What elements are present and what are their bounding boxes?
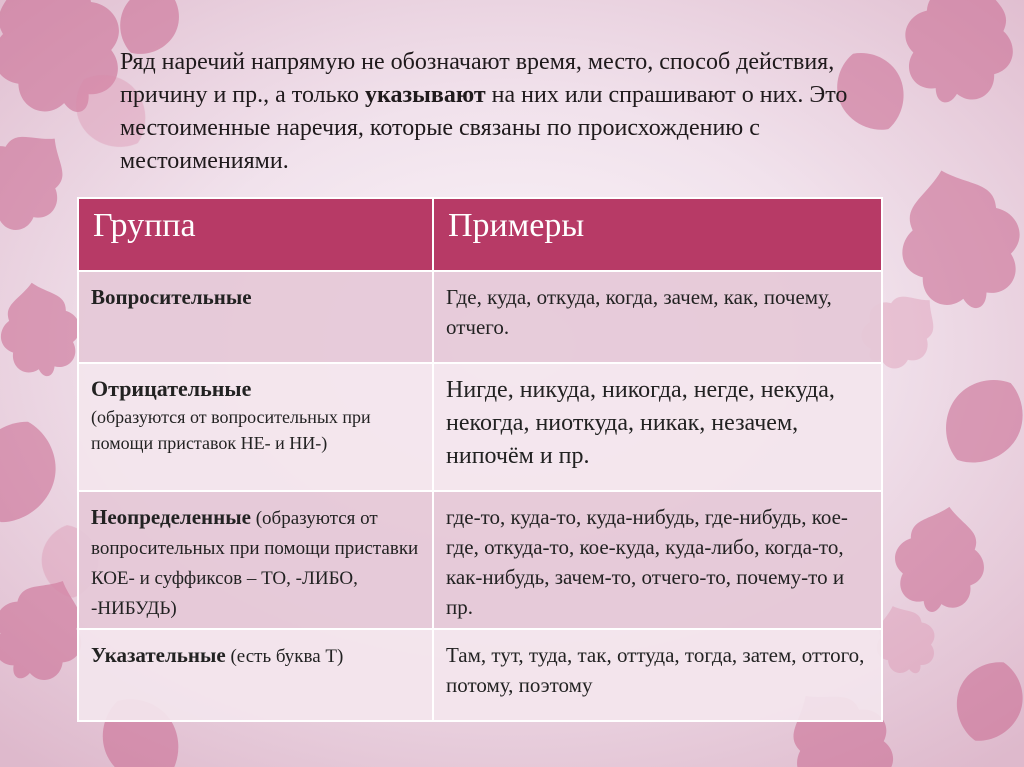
group-cell [78,363,433,491]
intro-text-2: на них или спрашивают о них. Это местоименные наречия, которые связаны по происхождению с местоимениями. [120,82,848,174]
intro-text-1: Ряд наречий напрямую не обозначают время, место, способ действия, причину и пр., а только [120,49,835,108]
table-header-row [78,198,882,271]
group-name: Неопределенные [91,505,251,529]
table-row-demonstrative [78,629,882,721]
group-note: (есть буква Т) [225,646,344,667]
examples-text: Там, тут, туда, так, оттуда, тогда, затем, оттого, потому, поэтому [446,643,865,697]
group-cell [78,271,433,363]
examples-text: где-то, куда-то, куда-нибудь, где-нибудь, кое-где, откуда-то, кое-куда, куда-либо, когда-то, как-нибудь, зачем-то, отчего-то, почему-то и пр. [446,505,848,619]
group-name: Указательные [91,643,226,667]
group-note: (образуются от вопросительных при помощи приставки КОЕ- и суффиксов – ТО, -ЛИБО, -НИБУДЬ) [91,508,419,619]
group-name: Вопросительные [91,285,252,309]
intro-bold-word: указывают [365,82,486,108]
group-note: (образуются от вопросительных при помощи приставок НЕ- и НИ-) [91,407,371,453]
group-cell [78,491,433,629]
group-name: Отрицательные [91,376,252,401]
examples-cell [433,363,882,491]
header-group: Группа [78,198,433,271]
header-examples: Примеры [433,198,882,271]
examples-text: Нигде, никуда, никогда, негде, некуда, некогда, ниоткуда, никак, незачем, нипочём и пр. [446,377,835,469]
examples-cell [433,491,882,629]
table-row-indefinite [78,491,882,629]
group-cell [78,629,433,721]
examples-text: Где, куда, откуда, когда, зачем, как, почему, отчего. [446,285,832,339]
adverbs-table-wrapper [77,197,881,722]
table-row-negative [78,363,882,491]
examples-cell [433,271,882,363]
table-row-interrogative [78,271,882,363]
intro-paragraph [120,46,880,178]
adverbs-table [77,197,883,722]
examples-cell [433,629,882,721]
